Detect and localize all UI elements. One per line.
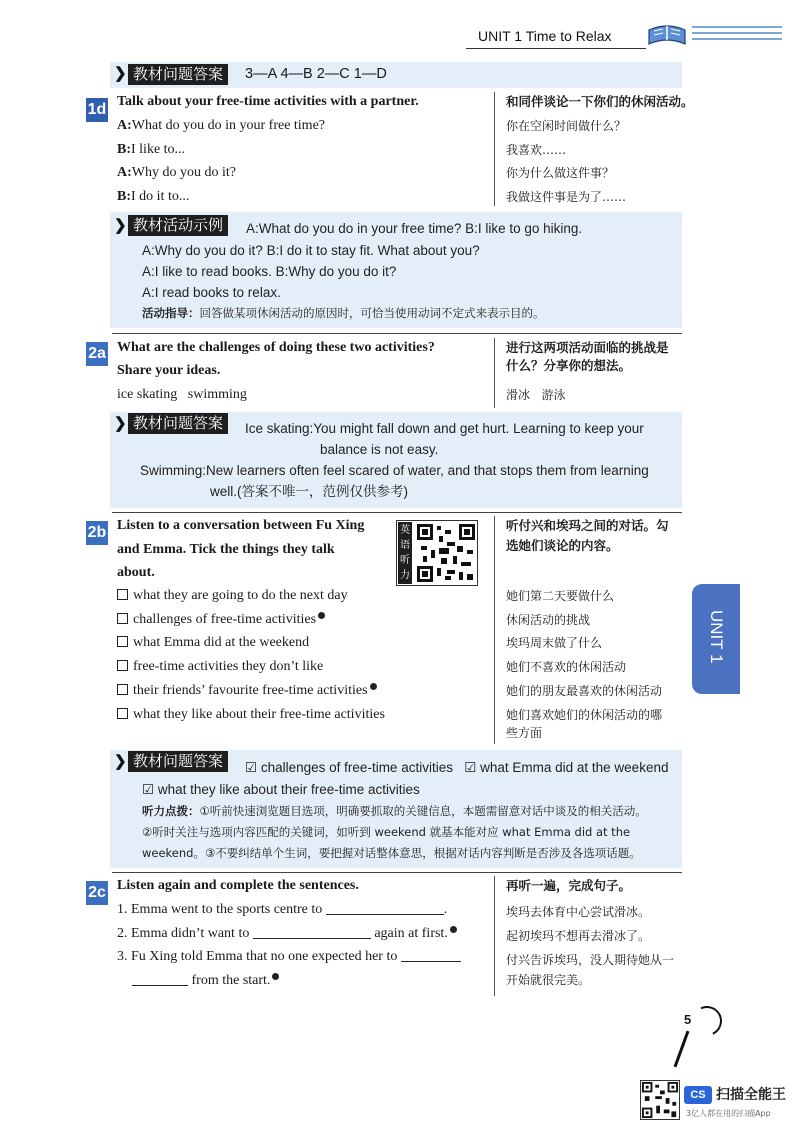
checkbox-option[interactable]: free-time activities they don’t like xyxy=(117,657,323,677)
dialogue-line: B:I like to... xyxy=(117,142,186,157)
header-decoration xyxy=(692,26,782,44)
cn-sentence: 埃玛去体育中心尝试滑冰。 xyxy=(506,905,651,919)
cn-instruction-2b: 听付兴和埃玛之间的对话。勾 xyxy=(506,518,669,533)
answer-blank[interactable] xyxy=(253,927,371,939)
cn-option: 她们喜欢她们的休闲活动的哪 xyxy=(506,708,663,722)
cn-sentence-cont: 开始就很完美。 xyxy=(506,973,591,987)
checkbox-option[interactable]: what they are going to do the next day xyxy=(117,586,348,606)
instruction-2b-end: about. xyxy=(117,565,155,580)
chevron-icon: ❯ xyxy=(114,753,127,770)
checkbox[interactable] xyxy=(117,636,128,647)
cn-line: 我喜欢…… xyxy=(506,143,567,157)
cn-option: 她们的朋友最喜欢的休闲活动 xyxy=(506,684,663,698)
cn-instruction-1d: 和同伴谈论一下你们的休闲活动。 xyxy=(506,94,694,109)
checkbox[interactable] xyxy=(117,660,128,671)
cn-line: 我做这件事是为了…… xyxy=(506,190,627,204)
example-line: A:Why do you do it? B:I do it to stay fit. What about you? xyxy=(142,243,480,258)
column-divider xyxy=(494,338,495,408)
dialogue-line: A:Why do you do it? xyxy=(117,165,236,180)
watermark-qr-icon xyxy=(640,1080,680,1120)
column-divider xyxy=(494,92,495,206)
cn-activities: 滑冰 游泳 xyxy=(506,388,566,402)
book-icon xyxy=(646,20,688,48)
unit-title: UNIT 1 Time to Relax xyxy=(478,28,612,44)
example-tag: 教材活动示例 xyxy=(128,215,228,236)
scanner-badge: CS xyxy=(684,1086,712,1104)
dialogue-line: A:What do you do in your free time? xyxy=(117,118,325,133)
answer-tag: 教材问题答案 xyxy=(128,64,228,85)
column-divider xyxy=(494,516,495,744)
answer-blank[interactable] xyxy=(132,974,188,986)
footnote-marker-icon xyxy=(370,683,377,690)
cn-option: 埃玛周末做了什么 xyxy=(506,636,603,650)
answer-line: ☑ what they like about their free-time activities xyxy=(142,782,420,797)
instruction-1d: Talk about your free-time activities with a partner. xyxy=(117,94,419,109)
answer-line: Ice skating:You might fall down and get hurt. Learning to keep your xyxy=(245,421,644,436)
answer-blank[interactable] xyxy=(326,903,444,915)
page-arc-icon xyxy=(688,1002,726,1040)
answer-tag: 教材问题答案 xyxy=(128,413,228,434)
checkbox[interactable] xyxy=(117,708,128,719)
activity-guide: 活动指导：回答做某项休闲活动的原因时，可恰当使用动词不定式来表示目的。 xyxy=(142,306,545,320)
section-rule xyxy=(112,872,682,873)
cn-line: 你为什么做这件事？ xyxy=(506,166,615,180)
cn-instruction-2a: 进行这两项活动面临的挑战是 xyxy=(506,340,669,355)
cn-sentence: 起初埃玛不想再去滑冰了。 xyxy=(506,929,651,943)
section-number-2a: 2a xyxy=(86,342,108,366)
sentence-3: 3. Fu Xing told Emma that no one expected her to xyxy=(117,947,461,967)
checkbox[interactable] xyxy=(117,589,128,600)
listening-qr-code[interactable] xyxy=(396,520,478,586)
page-header xyxy=(450,18,790,54)
instruction-2a-cont: Share your ideas. xyxy=(117,363,221,378)
dialogue-line: B:I do it to... xyxy=(117,189,190,204)
answer-blank[interactable] xyxy=(401,950,461,962)
page-number: 5 xyxy=(684,1012,692,1027)
cn-instruction-2a-cont: 什么？分享你的想法。 xyxy=(506,358,632,373)
scanner-watermark xyxy=(640,1080,790,1122)
listening-tip-end: weekend。③不要纠结单个生词，要把握对话整体意思，根据对话内容判断是否涉及各选项话题。 xyxy=(142,846,641,860)
section-rule xyxy=(112,333,682,334)
answer-line: ☑ challenges of free-time activities ☑ what Emma did at the weekend xyxy=(245,760,669,775)
activities-list: ice skating swimming xyxy=(117,387,247,402)
section-number-2b: 2b xyxy=(86,521,108,545)
listening-tip: 听力点拨：①听前快速浏览题目选项，明确要抓取的关键信息，本题需留意对话中谈及的相关活动。 xyxy=(142,804,647,818)
header-rule xyxy=(466,48,646,49)
qr-label: 英语听力 xyxy=(398,522,412,584)
cn-instruction-2b-cont: 选她们谈论的内容。 xyxy=(506,538,619,553)
cn-line: 你在空闲时间做什么？ xyxy=(506,119,627,133)
page-number-box xyxy=(678,1006,742,1066)
checkbox[interactable] xyxy=(117,613,128,624)
cn-instruction-2c: 再听一遍，完成句子。 xyxy=(506,878,632,893)
cn-sentence: 付兴告诉埃玛，没人期待她从一 xyxy=(506,953,675,967)
answer-tag: 教材问题答案 xyxy=(128,751,228,772)
listening-tip-cont: ②听时关注与选项内容匹配的关键词，如听到 weekend 就基本能对应 what Emma did at the xyxy=(142,825,631,839)
page-stick-icon xyxy=(674,1031,690,1068)
instruction-2b-cont: and Emma. Tick the things they talk xyxy=(117,542,335,557)
footnote-marker-icon xyxy=(272,973,279,980)
checkbox-option[interactable]: what they like about their free-time activities xyxy=(117,705,385,725)
example-line: A:What do you do in your free time? B:I like to go hiking. xyxy=(246,221,583,236)
example-line: A:I read books to relax. xyxy=(142,285,281,300)
instruction-2c: Listen again and complete the sentences. xyxy=(117,878,359,893)
chevron-icon: ❯ xyxy=(114,415,127,432)
chevron-icon: ❯ xyxy=(114,217,127,234)
checkbox[interactable] xyxy=(117,684,128,695)
section-number-2c: 2c xyxy=(86,881,108,905)
instruction-2b: Listen to a conversation between Fu Xing xyxy=(117,518,365,533)
cn-option: 休闲活动的挑战 xyxy=(506,613,591,627)
answer-text: 3—A 4—B 2—C 1—D xyxy=(245,66,387,82)
answer-line: Swimming:New learners often feel scared of water, and that stops them from learning xyxy=(140,463,649,478)
cn-option-cont: 些方面 xyxy=(506,726,543,740)
checkbox-option[interactable]: their friends’ favourite free-time activities xyxy=(117,681,377,701)
qr-code-icon xyxy=(417,524,475,582)
sentence-3-cont: from the start. xyxy=(132,971,279,991)
instruction-2a: What are the challenges of doing these two activities? xyxy=(117,340,435,355)
footnote-marker-icon xyxy=(450,926,457,933)
footnote-marker-icon xyxy=(318,612,325,619)
section-rule xyxy=(112,512,682,513)
cn-option: 她们第二天要做什么 xyxy=(506,589,615,603)
section-number-1d: 1d xyxy=(86,98,108,122)
scanner-slogan: 3亿人都在用的扫描App xyxy=(686,1109,771,1118)
chevron-icon: ❯ xyxy=(114,65,127,82)
checkbox-option[interactable]: challenges of free-time activities xyxy=(117,610,325,630)
answer-line: well.(答案不唯一，范例仅供参考) xyxy=(210,484,408,499)
scanner-brand: 扫描全能王 xyxy=(716,1087,786,1103)
example-line: A:I like to read books. B:Why do you do it? xyxy=(142,264,397,279)
checkbox-option[interactable]: what Emma did at the weekend xyxy=(117,633,309,653)
column-divider xyxy=(494,876,495,996)
sentence-2: 2. Emma didn’t want to again at first. xyxy=(117,924,457,944)
cn-option: 她们不喜欢的休闲活动 xyxy=(506,660,627,674)
sentence-1: 1. Emma went to the sports centre to . xyxy=(117,902,448,917)
unit-side-tab[interactable] xyxy=(692,584,740,694)
answer-line: balance is not easy. xyxy=(320,442,439,457)
side-tab-label: UNIT 1 xyxy=(707,610,726,664)
